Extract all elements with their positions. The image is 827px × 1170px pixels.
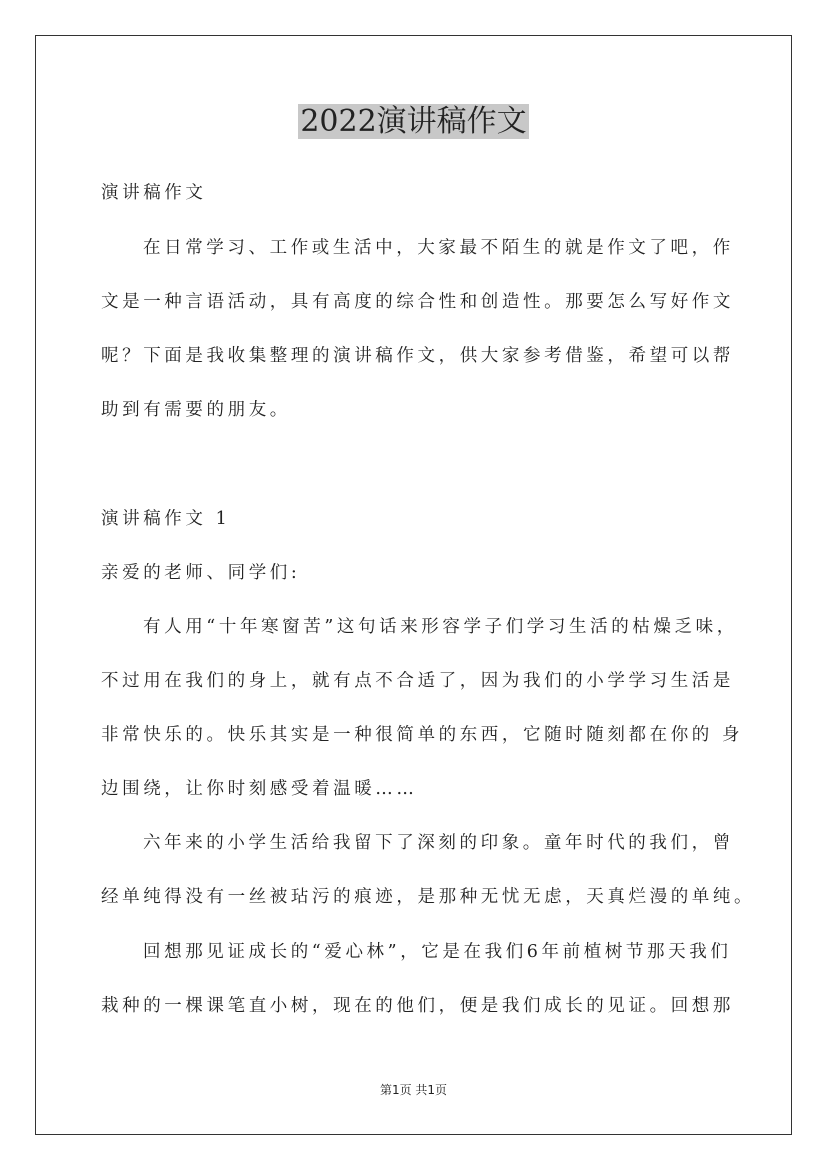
intro-line-2: 文是一种言语活动，具有高度的综合性和创造性。那要怎么写好作文: [101, 292, 734, 312]
intro-line-4: 助到有需要的朋友。: [101, 400, 291, 420]
para3-line-2: 栽种的一棵课笔直小树，现在的他们，便是我们成长的见证。回想那: [101, 996, 734, 1016]
section-heading: 演讲稿作文 1: [101, 509, 231, 529]
intro-line-1: 在日常学习、工作或生活中，大家最不陌生的就是作文了吧，作: [143, 238, 734, 258]
document-title: [0, 104, 827, 140]
document-subtitle: 演讲稿作文: [101, 183, 207, 203]
para2-line-1: 六年来的小学生活给我留下了深刻的印象。童年时代的我们，曾: [143, 833, 734, 853]
para1-line-4: 边围绕，让你时刻感受着温暖……: [101, 779, 418, 799]
para1-line-1: 有人用“十年寒窗苦”这句话来形容学子们学习生活的枯燥乏味，: [143, 617, 738, 637]
greeting: 亲爱的老师、同学们:: [101, 563, 301, 583]
para1-line-3: 非常快乐的。快乐其实是一种很简单的东西，它随时随刻都在你的 身: [101, 725, 744, 745]
intro-line-3: 呢？下面是我收集整理的演讲稿作文，供大家参考借鉴，希望可以帮: [101, 346, 734, 366]
para1-line-2: 不过用在我们的身上，就有点不合适了，因为我们的小学学习生活是: [101, 671, 734, 691]
page-footer: 第1页 共1页: [379, 1083, 448, 1097]
para2-line-2: 经单纯得没有一丝被玷污的痕迹，是那种无忧无虑，天真烂漫的单纯。: [101, 887, 756, 907]
document-title-text: 2022演讲稿作文: [300, 104, 527, 139]
para3-line-1: 回想那见证成长的“爱心林”，它是在我们6年前植树节那天我们: [143, 942, 732, 962]
